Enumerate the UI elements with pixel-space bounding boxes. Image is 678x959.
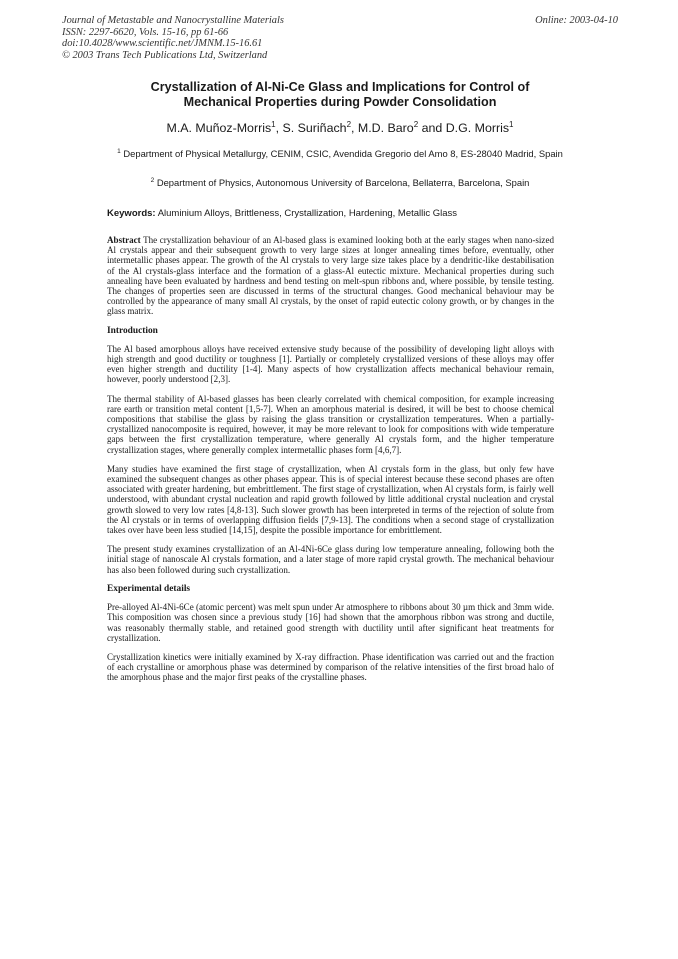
affiliation-mark: 2 <box>150 177 155 184</box>
experimental-paragraph: Crystallization kinetics were initially examined by X-ray diffraction. Phase identification was carried out and the fraction of each crystalline or amorphous phase was determined by comparison of the relative intensities of the first broad halo of the amorphous phase and the major first peaks of the crystalline phases. <box>107 651 554 683</box>
author-affil-mark: 1 <box>271 120 276 129</box>
experimental-paragraph: Pre-alloyed Al-4Ni-6Ce (atomic percent) was melt spun under Ar atmosphere to ribbons about 30 µm thick and 3mm wide. This composition was chosen since a previous study [16] had shown that the amorphous ribbon was strong and ductile, was reasonably thermally stable, and retained good strength with ductility until after significant heat treatments for crystallization. <box>107 602 554 643</box>
keywords-text: Aluminium Alloys, Brittleness, Crystallization, Hardening, Metallic Glass <box>157 208 458 219</box>
author-name: D.G. Morris <box>445 121 510 136</box>
abstract <box>107 235 554 317</box>
introduction-paragraph: The Al based amorphous alloys have received extensive study because of the possibility of developing light alloys with high strength and good ductility or toughness [1]. Partially or completely crystallized versions of these alloys may offer even higher strength and ductility [1-4]. Many aspects of how crystallization affects mechanical behaviour remain, however, poorly understood [2,3]. <box>107 343 554 385</box>
paper-title: Crystallization of Al-Ni-Ce Glass and Implications for Control of Mechanical Properties during Powder Consolidation <box>150 80 530 109</box>
affiliation-text: Department of Physics, Autonomous University of Barcelona, Bellaterra, Barcelona, Spain <box>156 177 530 189</box>
header-line-journal: Journal of Metastable and Nanocrystalline Materials <box>62 15 284 26</box>
header-line-copyright: © 2003 Trans Tech Publications Ltd, Switzerland <box>62 49 268 61</box>
introduction-paragraph: The present study examines crystallization of an Al-4Ni-6Ce glass during low temperature annealing, following both the initial stage of nanoscale Al crystals formation, and a later stage of more rapid crystal growth. The mechanical behaviour has also been followed during such crystallization. <box>107 544 554 575</box>
author-affil-mark: 1 <box>509 120 514 129</box>
author-list <box>100 120 580 135</box>
author-name: M.D. Baro <box>357 121 414 136</box>
affiliation-mark: 1 <box>117 148 121 155</box>
experimental-heading: Experimental details <box>107 583 191 594</box>
introduction-heading: Introduction <box>107 325 158 336</box>
author-separator: , <box>275 121 283 136</box>
keywords <box>107 208 627 219</box>
author-affil-mark: 2 <box>413 120 419 129</box>
introduction-paragraph: Many studies have examined the first stage of crystallization, when Al crystals form in the glass, but only few have examined the subsequent changes as other phases appear. This is of special interest because these second phases are often associated with greater hardening, but embrittlement. The first stage of crystallization, when Al crystals form, is fairly well understood, with abundant crystal nucleation and rapid growth followed by little additional crystal nucleation and crystal growth slowed to very low rates [4,8-13]. Such slower growth has been interpreted in terms of the rejection of solute from the Al crystals or in terms of overlapping diffusion fields [7,9-13]. The conditions when a second stage of crystallization takes over have been less studied [14,15], despite the possible importance for embrittlement. <box>107 463 554 536</box>
keywords-label: Keywords: <box>107 208 156 219</box>
abstract-text: The crystallization behaviour of an Al-based glass is examined looking both at the early stages when nano-sized Al crystals appear and their subsequent growth to very large sizes at longer annealing times before, eventually, other intermetallic phases appear. The growth of the Al crystals to very large size takes place by a dendritic-like destabilisation of the Al crystals-glass interface and the formation of a glass-Al eutectic mixture. Mechanical properties during such annealing have been evaluated by hardness and bend testing on melt-spun ribbons and, where possible, by tensile testing. The changes of properties seen are discussed in terms of the structural changes. Good mechanical behaviour may be controlled by the appearance of many small Al crystals, by the onset of rapid eutectic colony growth, or by changes in the glass matrix. <box>107 235 554 317</box>
online-date: Online: 2003-04-10 <box>535 15 618 26</box>
author-affil-mark: 2 <box>346 120 352 129</box>
paper-body <box>107 235 554 692</box>
abstract-label: Abstract <box>107 235 141 245</box>
affiliation-2 <box>100 175 580 189</box>
author-name: M.A. Muñoz-Morris <box>166 121 272 136</box>
journal-header <box>62 15 618 61</box>
header-line-issn: ISSN: 2297-6620, Vols. 15-16, pp 61-66 <box>62 26 229 38</box>
author-name: S. Suriñach <box>282 121 347 136</box>
header-line-doi[interactable]: doi:10.4028/www.scientific.net/JMNM.15-16.61 <box>62 38 263 50</box>
introduction-paragraph: The thermal stability of Al-based glasses has been clearly correlated with chemical composition, for example increasing rare earth or transition metal content [1,5-7]. When an amorphous material is desired, it will be best to choose chemical compositions that stabilise the glass by raising the glass transition or crystallization temperatures. When a partially-crystallized nanocomposite is required, however, it may be more relevant to look for compositions with wide temperature gaps between the first crystallization temperature, where generally Al crystals form, and the higher temperature crystallization stages, where generally complex intermetallic phases form [4,6,7]. <box>107 393 554 455</box>
affiliation-text: Department of Physical Metallurgy, CENIM, CSIC, Avendida Gregorio del Amo 8, ES-28040 Madrid, Spain <box>123 148 563 160</box>
author-separator: , <box>351 121 358 136</box>
author-conjunction: and <box>418 121 446 136</box>
affiliation-1 <box>100 146 580 160</box>
